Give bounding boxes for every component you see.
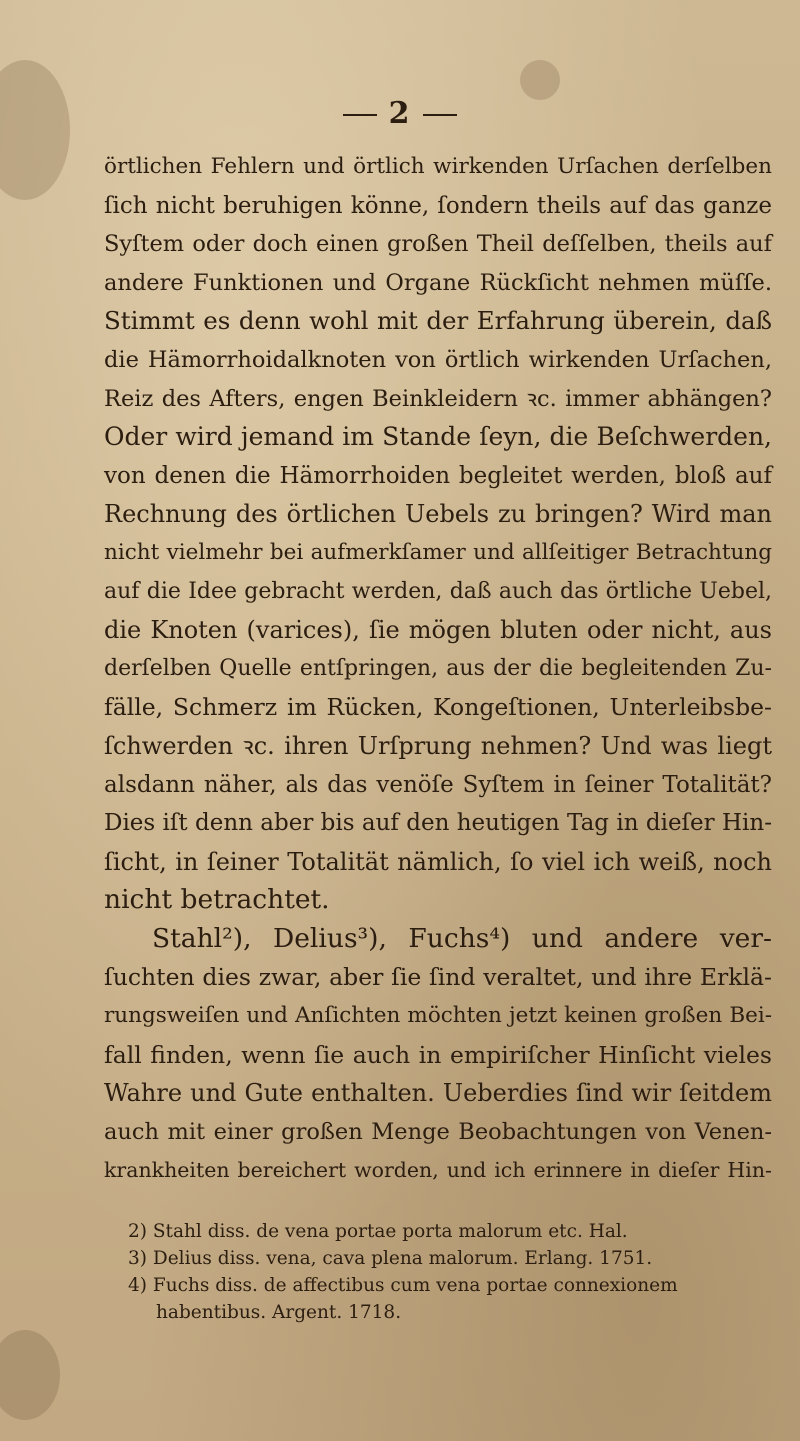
text-line: ſchwerden ꝛc. ihren Urſprung nehmen? Und was liegt — [104, 731, 772, 760]
text-line: örtlichen Fehlern und örtlich wirkenden Urſachen derſelben — [104, 154, 772, 179]
text-line: rungsweiſen und Anſichten möchten jetzt keinen großen Bei- — [104, 1003, 772, 1029]
text-line: auf die Idee gebracht werden, daß auch das örtliche Uebel, — [104, 578, 772, 604]
text-line: die Hämorrhoidalknoten von örtlich wirkenden Urſachen, — [104, 346, 772, 373]
text-line: Rechnung des örtlichen Uebels zu bringen? Wird man — [104, 500, 772, 529]
text-line: Stimmt es denn wohl mit der Erfahrung überein, daß — [104, 306, 772, 336]
text-line: derſelben Quelle entſpringen, aus der die begleitenden Zu- — [104, 655, 772, 681]
text-line: die Knoten (varices), ſie mögen bluten oder nicht, aus — [104, 616, 772, 645]
text-line: alsdann näher, als das venöſe Syſtem in ſeiner Totalität? — [104, 771, 772, 798]
text-line: nicht vielmehr bei aufmerkſamer und allſeitiger Betrachtung — [104, 539, 772, 565]
text-line: fall finden, wenn ſie auch in empiriſcher Hinſicht vieles — [104, 1040, 772, 1069]
dash-right — [423, 114, 457, 116]
paragraph-start-line: Stahl²), Delius³), Fuchs⁴) und andere ver- — [152, 922, 772, 954]
text-line: ſich nicht beruhigen könne, ſondern theils auf das ganze — [104, 192, 772, 219]
footnote-4: 4) Fuchs diss. de affectibus cum vena portae connexionem — [128, 1275, 678, 1296]
paper-stain — [520, 60, 560, 100]
footnote-2: 2) Stahl diss. de vena portae porta malorum etc. Hal. — [128, 1221, 628, 1242]
dash-left — [343, 114, 377, 116]
footnote-4-continuation: habentibus. Argent. 1718. — [156, 1302, 402, 1323]
text-line: krankheiten bereichert worden, und ich erinnere in dieſer Hin- — [104, 1158, 772, 1183]
text-line: Wahre und Gute enthalten. Ueberdies ſind wir ſeitdem — [104, 1079, 772, 1108]
text-line: Oder wird jemand im Stande ſeyn, die Beſchwerden, — [104, 422, 772, 452]
text-line: Reiz des Afters, engen Beinkleidern ꝛc. immer abhängen? — [104, 385, 772, 412]
footnotes — [128, 1218, 768, 1326]
paper-stain — [0, 1330, 60, 1420]
text-line: ſuchten dies zwar, aber ſie ſind veraltet, und ihre Erklä- — [104, 963, 772, 992]
paragraph-end-line: nicht betrachtet. — [104, 884, 330, 916]
text-line: andere Funktionen und Organe Rückſicht nehmen müſſe. — [104, 269, 772, 296]
text-line: Syſtem oder doch einen großen Theil deſſelben, theils auf — [104, 231, 772, 258]
text-line: fälle, Schmerz im Rücken, Kongeſtionen, Unterleibsbe- — [104, 693, 772, 722]
body-text — [104, 148, 772, 1190]
text-line: auch mit einer großen Menge Beobachtungen von Venen- — [104, 1118, 772, 1145]
footnote-3: 3) Delius diss. vena, cava plena malorum. Erlang. 1751. — [128, 1248, 653, 1269]
text-line: von denen die Hämorrhoiden begleitet werden, bloß auf — [104, 462, 772, 489]
text-line: ſicht, in ſeiner Totalität nämlich, ſo viel ich weiß, noch — [104, 847, 772, 876]
page-number: 2 — [0, 96, 800, 131]
text-line: Dies iſt denn aber bis auf den heutigen Tag in dieſer Hin- — [104, 810, 772, 837]
